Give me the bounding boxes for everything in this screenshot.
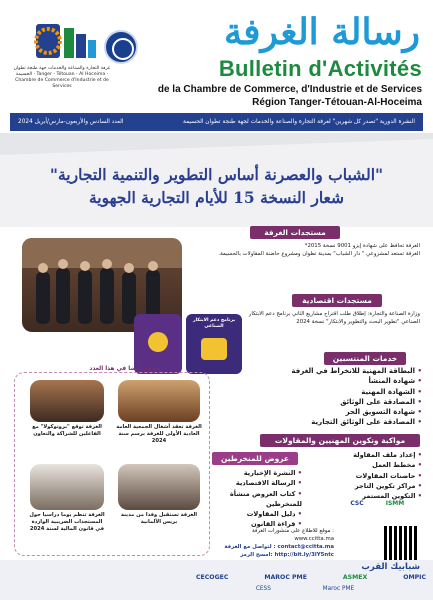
list-item: • الرسالة الاقتصادية [212,478,302,488]
list-item: • قراءة القانون [212,519,302,529]
partner-marocpme-2: Maroc PME [322,586,355,592]
program-card-title: برنامج دعم الابتكار الصناعي [192,318,236,329]
list-item: • حاضنات المقاولات [316,471,422,481]
list-item: • البطاقة المهنية للانخراط في الغرفة [232,366,422,376]
headline-decoration [0,133,433,161]
bulletin-title-ar: رسالة الغرفة [223,11,420,53]
partner-cess: CESS [255,586,271,592]
list-item: • الشهادة المهنية [232,387,422,397]
photo-general-assembly [118,380,200,422]
bulletin-subtitle: de la Chambre de Commerce, d'Industrie et de Services [157,84,422,95]
news-item: الغرفة تحافظ على شهادة إيزو 9001 نسخة 2015* [304,243,420,249]
iso-certification-logo [104,30,138,64]
photo-study-day-caption: الغرفة تنظم يوما دراسيا حول المستجدات الضريبية الواردة في قانون المالية لسنة 2024 [29,512,105,532]
list-item: • التكوين المستمر [316,491,422,501]
partner-asmex: ASMEX [342,574,368,581]
list-item: • النشرة الإخبارية [212,468,302,478]
partner-ompic: OMPIC [403,574,426,581]
section-news-header: مستجدات الغرفة [250,226,340,239]
list-item: • شهادة التسويق الحر [232,407,422,417]
list-item: • شهادة المنشأ [232,376,422,386]
inside-issue-title: تجدون أيضا في هذا العدد [89,366,161,372]
photo-protocol-caption: الغرفة توقع "بروتوكولا" مع الفاعلين للشراكة والتعاون [32,424,102,437]
program-card [186,314,242,374]
list-item: • إعداد ملف المقاولة [316,450,422,460]
partner-maroc-pme: MAROC PME [264,574,307,581]
issue-description: النشرة الدورية "تصدر كل شهرين" لغرفة التجارة والصناعة والخدمات لجهة طنجة تطوان الحسيمة [182,119,415,125]
training-list [316,450,422,501]
coins-icon [148,332,168,352]
partners-logos-row2 [230,586,380,592]
services-list [232,366,422,428]
cci-name: غرفة التجارة والصناعة والخدمات جهة طنجة تطوان الحسيمة · Tanger - Tétouan - Al Hoceima · Chambre de Commerce d'Industrie et de Services [13,66,111,89]
qr-code-icon [384,526,418,560]
partners-title: شبابيك القرب [361,562,420,572]
list-item: • مخطط العمل [316,460,422,470]
contact-site[interactable]: موقع للاطلاع على منشورات الغرفة : www.ccitta.ma [251,528,334,542]
list-item: • المصادقة على الوثائق التجارية [232,417,422,427]
offers-list [212,468,302,530]
cert-logo-ismm: ISMM [385,500,405,507]
cert-logo-csc: CSC [350,500,364,507]
photo-protocol [30,380,104,422]
list-item: • كتاب العروض منشأة للمنخرطين [212,489,302,510]
news-items [188,242,420,258]
contact-link[interactable]: امسح الرمز: http://bit.ly/3lY5ntc [240,552,334,558]
econ-text: وزارة الصناعة والتجارة: إطلاق طلب اقتراح مشاريع الثاني برنامج دعم الابتكار الصناعي "تطوير البحث والتطوير والابتكار" نسخة 2024 [248,311,420,325]
photo-study-day [30,464,104,510]
cci-logo [30,18,98,64]
headline-subtitle: شعار النسخة 15 للأيام التجارية الجهوية [88,188,345,207]
issue-band [10,113,423,131]
list-item: • المصادقة على الوثائق [232,397,422,407]
list-item: • دليل المقاولات [212,509,302,519]
lightbulb-icon [201,338,227,360]
section-offers-header: عروض للمنخرطين [212,452,298,465]
news-item: الغرفة تستعد لمشروعي " دار الشباب" بمدينة تطوان ومشروع حاضنة المقاولات بالحسيمة. [218,251,420,257]
contact-mail[interactable]: لتواصل مع الغرفة : contact@ccitta.ma [224,544,334,550]
section-econ-header: مستجدات اقتصادية [292,294,382,307]
photo-delegation [118,464,200,510]
section-training-header: مواكبة وتكوين المهنيين والمقاولات [260,434,420,447]
list-item: • مراكز تكوين التاجر [316,481,422,491]
photo-general-assembly-caption: الغرفة تعقد أشغال الجمعية العامة العادية الأولى للغرفة برسم سنة 2024 [116,424,202,444]
headline-slogan: "الشباب والعصرنة أساس التطوير والتنمية التجارية" [49,165,384,184]
partner-cecogec: CECOGEC [196,574,229,581]
bulletin-title-fr: Bulletin d'Activités [218,56,422,81]
photo-delegation-caption: الغرفة تستقبل وفدا من مدينة بريس الألمانية [120,512,198,525]
section-services-header: خدمات المنتسبين [324,352,406,365]
program-graphic [134,314,182,374]
bulletin-region: Région Tanger-Tétouan-Al-Hoceima [252,97,422,108]
partners-logos [196,574,426,581]
issue-number: العدد السادس والأربعون-مارس/أبريل 2024 [18,119,124,125]
